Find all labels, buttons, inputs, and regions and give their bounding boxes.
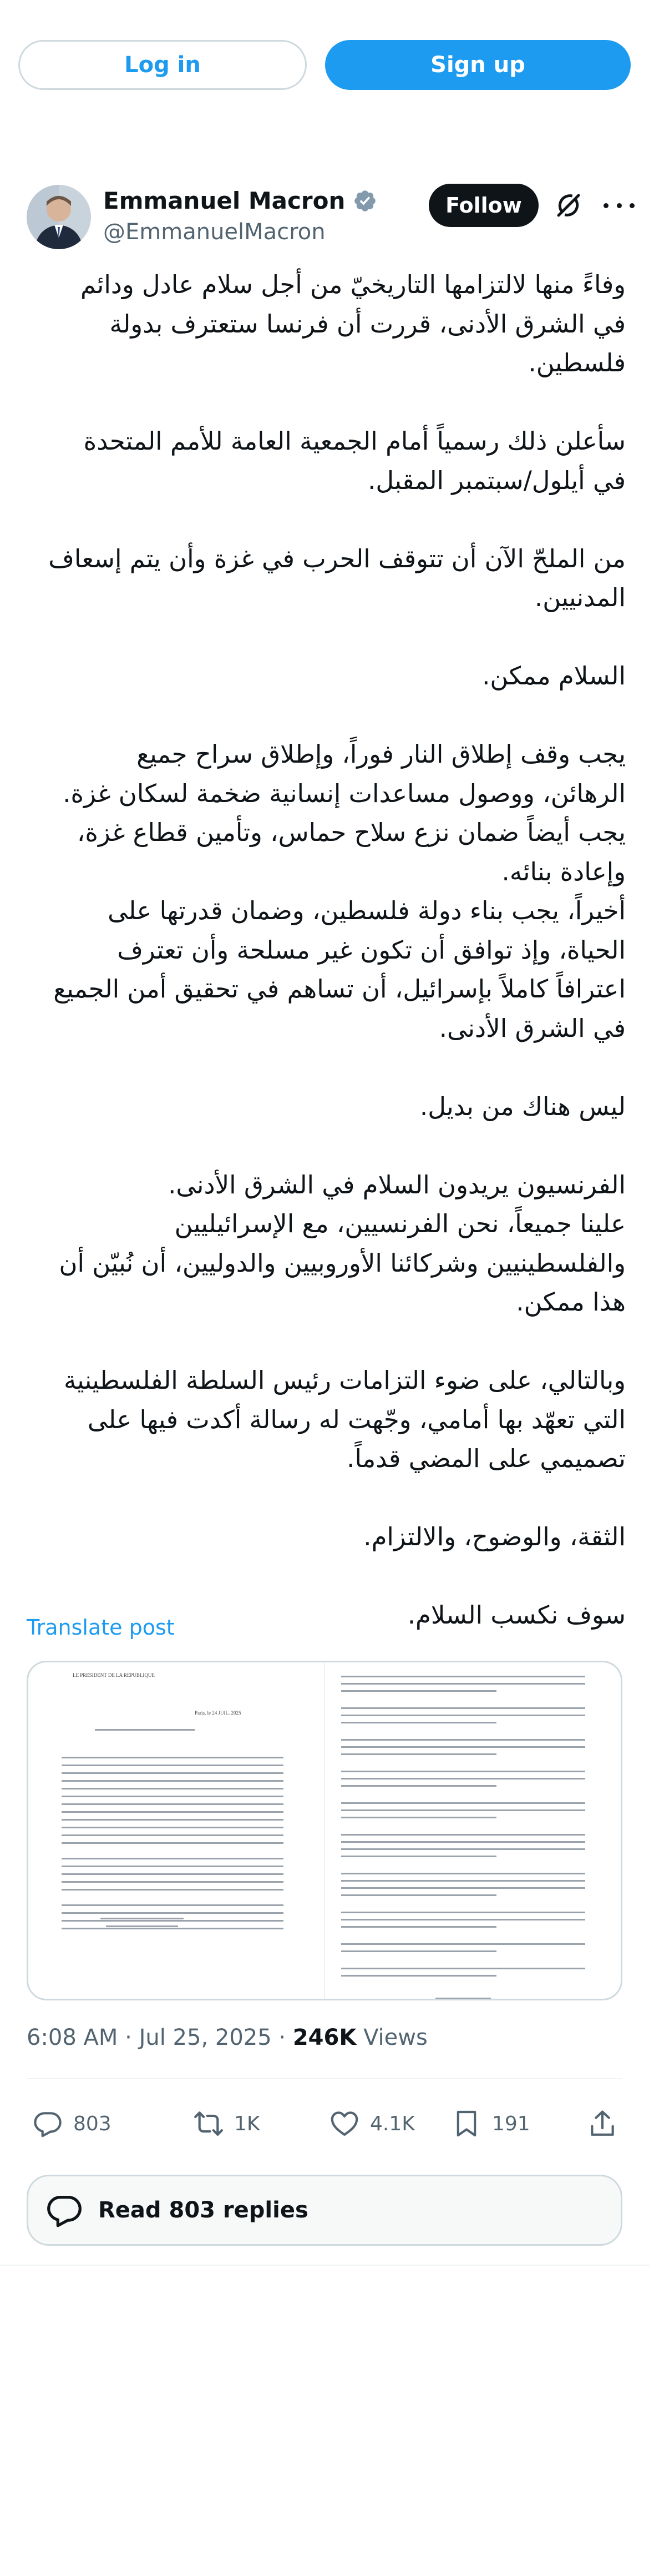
post-text-line: في الشرق الأدنى، قررت أن فرنسا ستعترف بدولة	[109, 309, 626, 339]
reply-icon	[32, 2108, 63, 2139]
read-replies-button[interactable]	[27, 2175, 622, 2246]
post-text-line: تصميمي على المضي قدماً.	[347, 1444, 626, 1473]
paragraph-gap	[27, 618, 626, 657]
author-name[interactable]	[103, 187, 377, 214]
grok-icon[interactable]	[554, 190, 584, 220]
letter-text-line	[341, 1785, 496, 1787]
post-meta	[27, 2025, 428, 2050]
letter-text-line	[341, 1715, 585, 1716]
page-bottom-divider	[0, 2265, 649, 2266]
share-button[interactable]	[587, 2101, 618, 2146]
repost-button[interactable]	[193, 2101, 260, 2146]
post-text-line: يجب وقف إطلاق النار فوراً، وإطلاق سراح جميع	[136, 739, 626, 769]
letter-text-line	[341, 1690, 496, 1692]
reply-button[interactable]	[32, 2101, 111, 2146]
post-text-line: من الملحّ الآن أن تتوقف الحرب في غزة وأن يتم إسعاف	[48, 543, 626, 573]
letter-text-line	[62, 1796, 283, 1797]
letter-text-line	[62, 1772, 283, 1774]
bookmark-button[interactable]	[451, 2101, 530, 2146]
post-text-line: فلسطين.	[528, 348, 626, 377]
letter-text-line	[62, 1757, 283, 1758]
post-text-line: علينا جميعاً، نحن الفرنسيين، مع الإسرائيليين	[174, 1209, 626, 1238]
bookmark-icon	[451, 2108, 482, 2139]
post-text-line: الثقة، والوضوح، والالتزام.	[363, 1522, 626, 1551]
letter-text-line	[62, 1928, 283, 1929]
post-text-line: سوف نكسب السلام.	[407, 1600, 626, 1630]
letter-text-line	[62, 1788, 283, 1789]
post-text-line: ليس هناك من بديل.	[419, 1091, 626, 1121]
letter-text-line	[435, 1998, 491, 1999]
letter-scan	[28, 1662, 621, 1999]
letter-text-line	[341, 1802, 585, 1804]
letter-date-text: Paris, le 24 JUIL. 2025	[195, 1710, 241, 1716]
author-name-text: Emmanuel Macron	[103, 187, 346, 214]
letter-text-line	[341, 1950, 496, 1952]
letter-text-line	[62, 1866, 283, 1867]
translate-post-link[interactable]: Translate post	[27, 1615, 175, 1640]
letter-text-line	[106, 1925, 178, 1927]
letter-text-line	[341, 1880, 585, 1882]
like-button[interactable]	[329, 2101, 415, 2146]
log-in-button[interactable]: Log in	[18, 40, 307, 90]
more-icon[interactable]	[604, 191, 635, 219]
letter-text-line	[62, 1920, 283, 1922]
letter-text-line	[341, 1771, 585, 1772]
auth-bar	[18, 40, 631, 90]
repost-count: 1K	[234, 2112, 260, 2135]
post-text-line: أخيراً، يجب بناء دولة فلسطين، وضمان قدرتها على	[108, 896, 626, 925]
sign-up-button[interactable]: Sign up	[325, 40, 631, 90]
chat-bubble-icon	[45, 2191, 84, 2230]
letter-text-line	[62, 1858, 283, 1859]
post-time[interactable]: 6:08 AM	[27, 2025, 118, 2050]
letter-text-line	[341, 1912, 585, 1913]
avatar[interactable]	[27, 185, 91, 249]
post-text-line: في الشرق الأدنى.	[439, 1013, 626, 1043]
letter-text-line	[62, 1819, 283, 1821]
letter-text-line	[341, 1676, 585, 1677]
letter-text-line	[341, 1722, 496, 1723]
post-text-line: وإعادة بنائه.	[501, 856, 626, 886]
letter-text-line	[62, 1889, 283, 1891]
post-text-line: هذا ممكن.	[516, 1287, 626, 1317]
views-label: Views	[363, 2025, 428, 2050]
letter-text-line	[341, 1943, 585, 1945]
like-icon	[329, 2108, 360, 2139]
letter-text-line	[62, 1803, 283, 1805]
letter-text-line	[62, 1842, 283, 1844]
letter-text-line	[62, 1765, 283, 1766]
meta-separator: ·	[125, 2025, 132, 2050]
repost-icon	[193, 2108, 224, 2139]
letter-text-line	[62, 1780, 283, 1782]
letter-text-line	[341, 1809, 585, 1811]
letter-text-line	[62, 1881, 283, 1883]
post-text-line: الرهائن، ووصول مساعدات إنسانية ضخمة لسكان غزة.	[63, 778, 626, 808]
paragraph-gap	[27, 1557, 626, 1596]
post-text-line: الفرنسيون يريدون السلام في الشرق الأدنى.	[168, 1169, 626, 1199]
letter-text-line	[62, 1904, 283, 1906]
letter-image[interactable]	[27, 1661, 622, 2000]
letter-text-line	[341, 1739, 585, 1741]
post-text-line: وبالتالي، على ضوء التزامات رئيس السلطة الفلسطينية	[63, 1365, 626, 1395]
letter-text-line	[341, 1817, 496, 1818]
divider-top	[27, 2078, 622, 2079]
letter-text-line	[95, 1729, 195, 1731]
post-text-line: والفلسطينيين وشركائنا الأوروبيين والدوليين، أن نُبيّن أن	[59, 1248, 626, 1278]
post-date[interactable]: Jul 25, 2025	[139, 2025, 272, 2050]
post-text-line: السلام ممكن.	[482, 661, 626, 690]
paragraph-gap	[27, 383, 626, 422]
letter-text-line	[62, 1912, 283, 1914]
post-text-line: المدنيين.	[534, 583, 626, 612]
post-text-line: في أيلول/سبتمبر المقبل.	[368, 465, 626, 495]
letter-text-line	[341, 1894, 496, 1896]
follow-button[interactable]: Follow	[429, 184, 539, 227]
post-actions	[27, 2101, 622, 2146]
post-text-line: يجب أيضاً ضمان نزع سلاح حماس، وتأمين قطاع غزة،	[77, 818, 626, 847]
letter-text-line	[341, 1683, 585, 1685]
letterhead-text: LE PRESIDENT DE LA REPUBLIQUE	[73, 1672, 155, 1678]
paragraph-gap	[27, 1126, 626, 1166]
paragraph-gap	[27, 696, 626, 735]
reply-count: 803	[73, 2112, 111, 2135]
bookmark-count: 191	[492, 2112, 530, 2135]
post-text-line: الحياة، وإذ توافق أن تكون غير مسلحة وأن تعترف	[117, 935, 626, 965]
paragraph-gap	[27, 1048, 626, 1087]
letter-text-line	[341, 1778, 585, 1779]
letter-text-line	[62, 1827, 283, 1828]
paragraph-gap	[27, 1479, 626, 1518]
like-count: 4.1K	[370, 2112, 415, 2135]
paragraph-gap	[27, 1322, 626, 1362]
share-icon	[587, 2108, 618, 2139]
author-handle[interactable]: @EmmanuelMacron	[103, 219, 326, 245]
letter-text-line	[341, 1746, 585, 1748]
verified-badge-icon	[353, 189, 377, 213]
post-text-line: وفاءً منها لالتزامها التاريخيّ من أجل سلام عادل ودائم	[80, 270, 626, 299]
letter-text-line	[341, 1968, 585, 1969]
letter-text-line	[62, 1834, 283, 1836]
letter-text-line	[341, 1887, 585, 1889]
letter-text-line	[341, 1926, 496, 1928]
post-text	[27, 265, 626, 1635]
letter-text-line	[100, 1918, 184, 1919]
letter-text-line	[341, 1919, 585, 1920]
letter-text-line	[341, 1841, 585, 1843]
letter-text-line	[341, 1834, 585, 1836]
read-replies-label: Read 803 replies	[98, 2197, 308, 2223]
letter-text-line	[62, 1873, 283, 1875]
letter-text-line	[341, 1753, 496, 1755]
paragraph-gap	[27, 500, 626, 540]
letter-text-line	[341, 1975, 496, 1977]
meta-separator-2: ·	[278, 2025, 286, 2050]
post-text-line: اعترافاً كاملاً بإسرائيل، أن تساهم في تحقيق أمن الجميع	[53, 974, 626, 1004]
views-count: 246K	[292, 2025, 357, 2050]
letter-text-line	[62, 1811, 283, 1813]
letter-text-line	[341, 1873, 585, 1874]
post-text-line: التي تعهّد بها أمامي، وجّهت له رسالة أكدت فيها على	[87, 1404, 626, 1434]
avatar-image	[27, 185, 91, 249]
letter-text-line	[341, 1856, 496, 1857]
post-text-line: سأعلن ذلك رسمياً أمام الجمعية العامة للأمم المتحدة	[83, 426, 626, 456]
letter-text-line	[341, 1848, 585, 1850]
letter-text-line	[341, 1707, 585, 1709]
post-header	[27, 180, 628, 253]
